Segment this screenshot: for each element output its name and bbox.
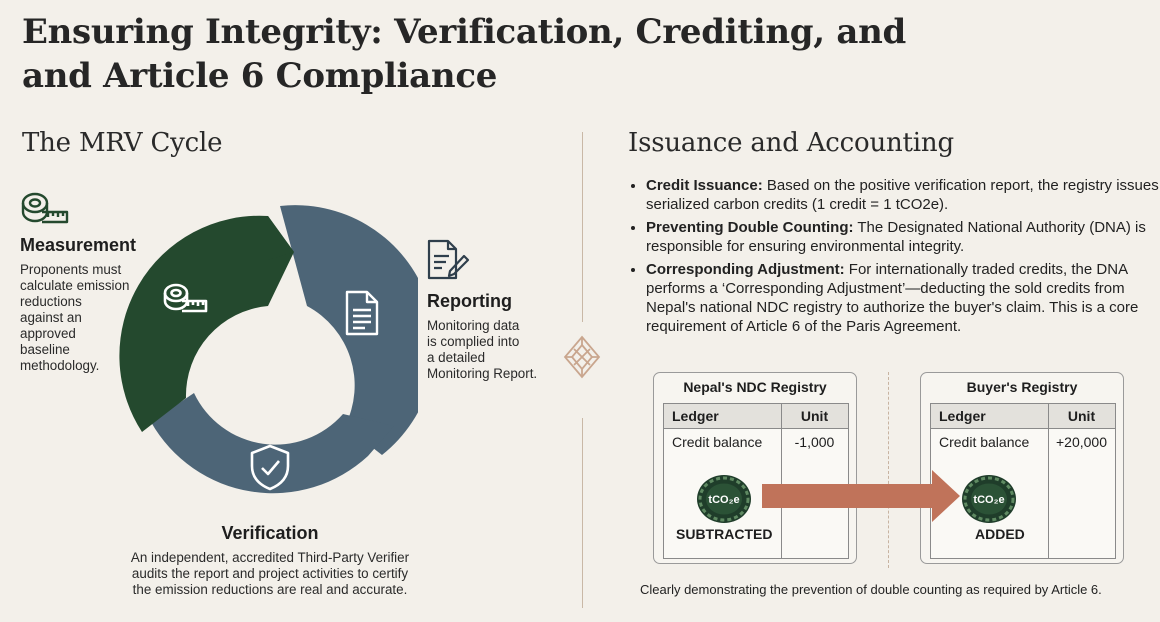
carbon-credit-coin-icon — [696, 474, 752, 524]
measurement-desc-line: against an — [20, 310, 82, 325]
credit-balance-label: Credit balance — [939, 434, 1030, 450]
measurement-desc-line: reductions — [20, 294, 82, 309]
reporting-desc-line: a detailed — [427, 350, 486, 365]
measurement-segment — [119, 216, 294, 432]
subtracted-status: SUBTRACTED — [676, 526, 773, 542]
ledger-column-header: Ledger — [672, 408, 719, 424]
reporting-title: Reporting — [427, 291, 512, 311]
measurement-desc-line: approved — [20, 326, 76, 341]
ndc-registry-title: Nepal's NDC Registry — [683, 379, 827, 395]
bullet-label: Preventing Double Counting: — [646, 219, 854, 236]
credit-balance-value: -1,000 — [794, 434, 835, 450]
page-title — [22, 10, 906, 98]
reporting-desc-line: Monitoring Report. — [427, 366, 538, 381]
verification-desc-line: the emission reductions are real and accurate. — [132, 582, 408, 597]
mrv-cycle-title: The MRV Cycle — [22, 128, 223, 158]
coin-label: tCO₂e — [708, 494, 740, 506]
buyer-registry-title: Buyer's Registry — [966, 379, 1078, 395]
bullet-label: Corresponding Adjustment: — [646, 261, 845, 278]
bullet-label: Credit Issuance: — [646, 177, 763, 194]
list-item — [646, 260, 1160, 336]
section-divider — [582, 132, 583, 322]
ledger-column-divider — [1048, 404, 1049, 558]
bullet-text: For internationally traded credits, the DNA performs a ‘Corresponding Adjustment’—deducting the sold credits from Nepal's national NDC registry to authorize the buyer's claim. This is a core requirement of Article 6 of the Paris Agreement. — [646, 261, 1139, 335]
knot-ornament-icon — [562, 334, 602, 380]
issuance-title: Issuance and Accounting — [628, 128, 954, 158]
verification-desc-line: An independent, accredited Third-Party Verifier — [130, 550, 410, 565]
ledger-column-header: Ledger — [939, 408, 986, 424]
footnote-text: Clearly demonstrating the prevention of double counting as required by Article 6. — [640, 582, 1102, 597]
verification-desc-line: audits the report and project activities to certify — [131, 566, 409, 581]
coin-label: tCO₂e — [973, 494, 1005, 506]
list-item — [646, 176, 1160, 214]
section-divider — [582, 418, 583, 608]
reporting-desc-line: Monitoring data — [427, 318, 520, 333]
reporting-description — [427, 318, 537, 382]
bullet-text: The Designated National Authority (DNA) is responsible for ensuring environmental integrity. — [646, 219, 1146, 255]
added-status: ADDED — [975, 526, 1025, 542]
credit-balance-value: +20,000 — [1056, 434, 1107, 450]
credit-balance-label: Credit balance — [672, 434, 763, 450]
document-pen-icon — [426, 238, 470, 282]
page-title-line-1: Ensuring Integrity: Verification, Crediting, and — [22, 12, 906, 52]
list-item — [646, 218, 1160, 256]
unit-column-header: Unit — [800, 408, 829, 424]
page-title-line-2: and Article 6 Compliance — [22, 56, 498, 96]
verification-description — [0, 550, 540, 598]
tape-measure-icon — [20, 190, 70, 226]
bullet-text: Based on the positive verification report, the registry issues serialized carbon credits (1 credit = 1 tCO2e). — [646, 177, 1159, 213]
measurement-desc-line: baseline — [20, 342, 70, 357]
measurement-description — [20, 262, 129, 374]
measurement-desc-line: Proponents must — [20, 262, 122, 277]
measurement-title: Measurement — [20, 235, 137, 255]
measurement-desc-line: methodology. — [20, 358, 100, 373]
unit-column-header: Unit — [1067, 408, 1096, 424]
transfer-arrow-icon — [762, 468, 962, 524]
reporting-desc-line: is complied into — [427, 334, 520, 349]
verification-title: Verification — [221, 523, 319, 543]
mrv-cycle-diagram — [118, 200, 418, 516]
issuance-bullet-list — [628, 176, 1160, 340]
carbon-credit-coin-icon — [961, 474, 1017, 524]
measurement-desc-line: calculate emission — [20, 278, 130, 293]
